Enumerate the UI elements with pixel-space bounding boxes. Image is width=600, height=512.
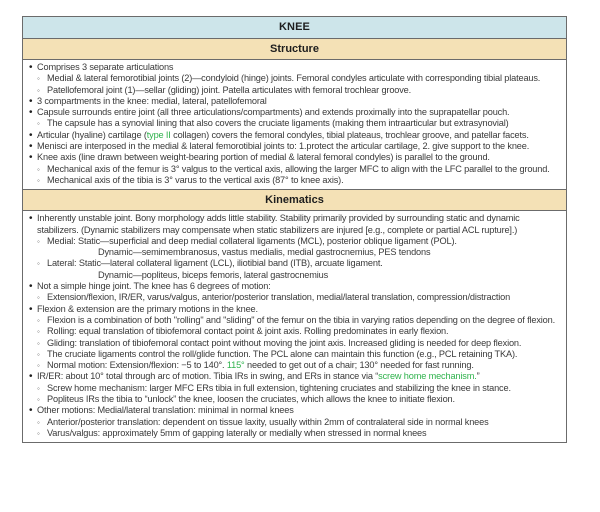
list-item: • IR/ER: about 10° total through arc of motion. Tibia IRs in swing, and ERs in stance via “screw home mechanism.”: [29, 371, 560, 382]
structure-heading: Structure: [23, 39, 566, 60]
list-item: • Flexion & extension are the primary motions in the knee.: [29, 304, 560, 315]
list-item: ◦ Medial: Static—superficial and deep medial collateral ligaments (MCL), posterior oblique ligament (POL).: [29, 236, 560, 247]
list-item: ◦ Anterior/posterior translation: dependent on tissue laxity, usually within 2mm of contralateral side in normal knees: [29, 417, 560, 428]
list-item: • Knee axis (line drawn between weight-bearing portion of medial & lateral femoral condyles) is parallel to the ground.: [29, 152, 560, 163]
list-item: ◦ Screw home mechanism: larger MFC ERs tibia in full extension, tightening cruciates and stabilizing the knee in stance.: [29, 383, 560, 394]
list-item: • Menisci are interposed in the medial & lateral femorotibial joints to: 1.protect the articular cartilage, 2. give support to the knee.: [29, 141, 560, 152]
list-item: ◦ Gliding: translation of tibiofemoral contact point without moving the joint axis. Increased gliding is needed for deep flexion.: [29, 338, 560, 349]
highlight-type-ii: type II: [146, 129, 171, 140]
list-item: • Capsule surrounds entire joint (all three articulations/compartments) and extends proximally into the suprapatellar pouch.: [29, 107, 560, 118]
list-item: ◦ Flexion is a combination of both "rolling" and "sliding" of the femur on the tibia in varying ratios depending on the degree of flexion.: [29, 315, 560, 326]
list-item: ◦ The capsule has a synovial lining that also covers the cruciate ligaments (making them intraarticular but extrasynovial): [29, 118, 560, 129]
list-item: • Other motions: Medial/lateral translation: minimal in normal knees: [29, 405, 560, 416]
list-item: • 3 compartments in the knee: medial, lateral, patellofemoral: [29, 96, 560, 107]
list-item: Dynamic—semimembranosus, vastus medialis, medial gastrocnemius, PES tendons: [98, 247, 431, 258]
list-item: ◦ Patellofemoral joint (1)—sellar (gliding) joint. Patella articulates with femoral trochlear groove.: [29, 85, 560, 96]
list-item: ◦ Medial & lateral femorotibial joints (2)—condyloid (hinge) joints. Femoral condyles articulate with corresponding tibial plateaus.: [29, 73, 560, 84]
kinematics-heading: Kinematics: [23, 190, 566, 211]
list-item: ◦ Extension/flexion, IR/ER, varus/valgus, anterior/posterior translation, medial/lateral translation, compression/distraction: [29, 292, 560, 303]
list-item: ◦ Mechanical axis of the femur is 3° valgus to the vertical axis, allowing the larger MFC to align with the LFC parallel to the ground.: [29, 164, 560, 175]
knee-table: [22, 16, 567, 443]
structure-body: [23, 60, 566, 190]
kinematics-body: [23, 211, 566, 442]
table-title: KNEE: [23, 17, 566, 39]
highlight-115-degrees: 115°: [226, 360, 245, 371]
list-item: ◦ The cruciate ligaments control the roll/glide function. The PCL alone can maintain this function (e.g., PCL retaining TKA).: [29, 349, 560, 360]
list-item: ◦ Normal motion: Extension/flexion: −5 to 140°. 115° needed to get out of a chair; 130° needed for fast running.: [29, 360, 560, 371]
list-item: ◦ Mechanical axis of the tibia is 3° varus to the vertical axis (87° to knee axis).: [29, 175, 560, 186]
list-item: ◦ Popliteus IRs the tibia to “unlock” the knee, loosen the cruciates, which allows the knee to initiate flexion.: [29, 394, 560, 405]
list-item: • Comprises 3 separate articulations: [29, 62, 560, 73]
list-item: • Articular (hyaline) cartilage (type II collagen) covers the femoral condyles, tibial plateaus, trochlear groove, and patellar facets.: [29, 130, 560, 141]
list-item: Dynamic—popliteus, biceps femoris, lateral gastrocnemius: [98, 269, 329, 280]
list-item: ◦ Varus/valgus: approximately 5mm of gapping laterally or medially when stressed in normal knees: [29, 428, 560, 439]
list-item: ◦ Rolling: equal translation of tibiofemoral contact point & joint axis. Rolling predominates in early flexion.: [29, 326, 560, 337]
list-item: • Not a simple hinge joint. The knee has 6 degrees of motion:: [29, 281, 560, 292]
list-item: ◦ Lateral: Static—lateral collateral ligament (LCL), iliotibial band (ITB), arcuate ligament.: [29, 258, 560, 269]
highlight-screw-home: screw home mechanism.: [378, 371, 477, 382]
list-item: • Inherently unstable joint. Bony morphology adds little stability. Stability primarily provided by surrounding static and dynamic stabilizers. (Dynamic stabilizers may compensate when static stabilizers are injured [e.g., complete or partial ACL rupture].): [29, 213, 560, 236]
